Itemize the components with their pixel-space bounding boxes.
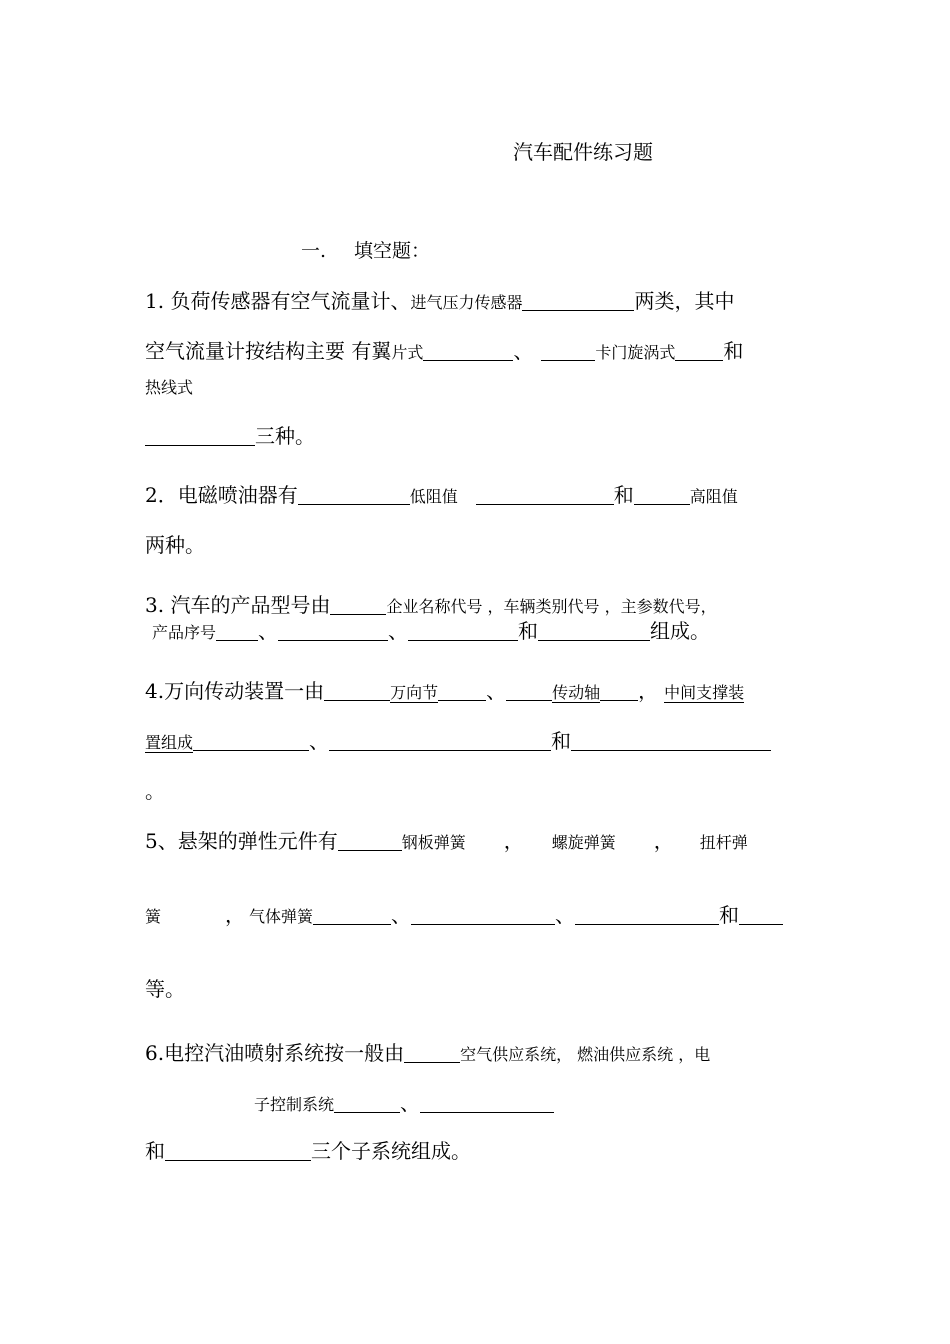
q2-blank-2[interactable] — [476, 484, 614, 505]
q3-blank-3[interactable] — [278, 620, 388, 641]
q1-text-c: 两类，其中 — [634, 289, 735, 313]
q3-line-2 — [152, 618, 710, 646]
q3-blank-2[interactable] — [216, 620, 258, 641]
q5-text-k: 、 — [555, 903, 576, 927]
q4-text-h: 、 — [309, 729, 330, 753]
q1-line-2 — [145, 338, 743, 366]
q2-blank-3[interactable] — [634, 484, 690, 505]
q6-line-1 — [145, 1040, 710, 1068]
section-label: 填空题： — [354, 240, 431, 262]
q1-answer-e: 片式 — [391, 343, 424, 362]
q5-text-j: 、 — [391, 903, 412, 927]
q5-text-a: 5、悬架的弹性元件有 — [145, 829, 338, 853]
q1-text-a: 1. 负荷传感器有空气流量计、 — [145, 289, 411, 313]
q1-text-d: 空气流量计按结构主要 有翼 — [145, 339, 392, 363]
q2-answer-b: 低阻值 — [409, 487, 458, 506]
q4-answer-f: 中间支撑装 — [664, 683, 745, 702]
q6-text-e: 和 — [145, 1139, 165, 1163]
section-heading — [301, 238, 430, 264]
q5-blank-1[interactable] — [338, 830, 402, 851]
q5-line-3: 等。 — [145, 977, 185, 1001]
q4-blank-2a[interactable] — [506, 680, 552, 701]
q6-blank-1[interactable] — [404, 1042, 460, 1063]
q4-text-c: 、 — [486, 679, 507, 703]
q4-line-2 — [145, 728, 771, 756]
q5-answer-g: 簧 — [145, 907, 162, 926]
q1-blank-5[interactable] — [145, 425, 255, 446]
q4-answer-g: 置组成 — [145, 733, 194, 752]
q3-text-e: 、 — [388, 619, 409, 643]
q5-text-c: ， — [503, 829, 524, 853]
q1-blank-1[interactable] — [522, 290, 634, 311]
q2-line-1 — [145, 482, 738, 510]
q1-answer-g: 卡门旋涡式 — [595, 343, 676, 362]
q5-blank-2[interactable] — [313, 904, 391, 925]
q6-answer-b: 空气供应系统， 燃油供应系统 ，电 — [460, 1045, 711, 1064]
q5-text-h: ， — [225, 903, 246, 927]
q4-blank-2b[interactable] — [600, 680, 638, 701]
q4-blank-3[interactable] — [193, 730, 309, 751]
section-number: 一. — [301, 240, 327, 262]
q6-text-d: 、 — [400, 1091, 421, 1115]
q5-blank-3[interactable] — [411, 904, 555, 925]
q5-text-e: ， — [653, 829, 674, 853]
q2-text-c: 和 — [613, 483, 634, 507]
q1-line-4 — [145, 423, 315, 449]
q3-blank-1[interactable] — [330, 594, 386, 615]
q3-text-g: 组成。 — [650, 619, 711, 643]
q5-answer-d: 螺旋弹簧 — [551, 833, 616, 852]
q1-text-f: 、 — [513, 339, 534, 363]
q5-line-1 — [145, 828, 748, 856]
q2-text-a: 2．电磁喷油器有 — [145, 483, 298, 507]
q1-line-3: 热线式 — [145, 378, 194, 397]
q5-blank-4[interactable] — [575, 904, 719, 925]
q5-text-l: 和 — [719, 903, 740, 927]
q1-text-h: 和 — [723, 339, 744, 363]
q4-line-3: 。 — [145, 779, 165, 803]
q4-line-1 — [145, 678, 744, 706]
q6-line-3 — [145, 1138, 471, 1164]
q1-text-j: 三种。 — [255, 424, 315, 448]
q6-text-a: 6.电控汽油喷射系统按一般由 — [145, 1041, 405, 1065]
q4-text-e: ， — [638, 679, 659, 703]
q6-text-f: 三个子系统组成。 — [311, 1139, 471, 1163]
q1-blank-4[interactable] — [675, 340, 723, 361]
q3-answer-c: 产品序号 — [152, 623, 217, 642]
q4-blank-4[interactable] — [329, 730, 551, 751]
q4-answer-b: 万向节 — [390, 683, 439, 702]
q3-text-a: 3. 汽车的产品型号由 — [145, 593, 331, 617]
q1-line-1 — [145, 288, 734, 316]
q3-line-1 — [145, 592, 717, 620]
q3-text-f: 和 — [518, 619, 539, 643]
q5-answer-i: 气体弹簧 — [249, 907, 314, 926]
q2-line-2: 两种。 — [145, 533, 205, 557]
q5-answer-b: 钢板弹簧 — [401, 833, 466, 852]
q4-text-a: 4.万向传动装置一由 — [145, 679, 325, 703]
q2-answer-d: 高阻值 — [689, 487, 738, 506]
q3-text-d: 、 — [258, 619, 279, 643]
q4-blank-1a[interactable] — [324, 680, 390, 701]
q6-line-2 — [254, 1090, 554, 1118]
q3-blank-4[interactable] — [408, 620, 518, 641]
q5-line-2 — [145, 902, 783, 930]
q1-blank-3[interactable] — [541, 340, 595, 361]
q4-blank-1b[interactable] — [438, 680, 486, 701]
q2-blank-1[interactable] — [298, 484, 410, 505]
q6-blank-2[interactable] — [334, 1092, 400, 1113]
q6-blank-4[interactable] — [165, 1140, 311, 1161]
q4-text-i: 和 — [551, 729, 572, 753]
q3-blank-5[interactable] — [538, 620, 650, 641]
q5-answer-f: 扭杆弹 — [699, 833, 748, 852]
q1-answer-b: 进气压力传感器 — [410, 293, 523, 312]
q5-blank-5[interactable] — [739, 904, 783, 925]
q3-answer-b: 企业名称代号 ，车辆类别代号 ，主参数代号， — [386, 597, 717, 616]
q4-blank-5[interactable] — [571, 730, 771, 751]
q6-answer-c: 子控制系统 — [254, 1095, 335, 1114]
page-title: 汽车配件练习题 — [513, 140, 653, 164]
q4-answer-d: 传动轴 — [552, 683, 601, 702]
q6-blank-3[interactable] — [420, 1092, 554, 1113]
q1-blank-2[interactable] — [423, 340, 513, 361]
